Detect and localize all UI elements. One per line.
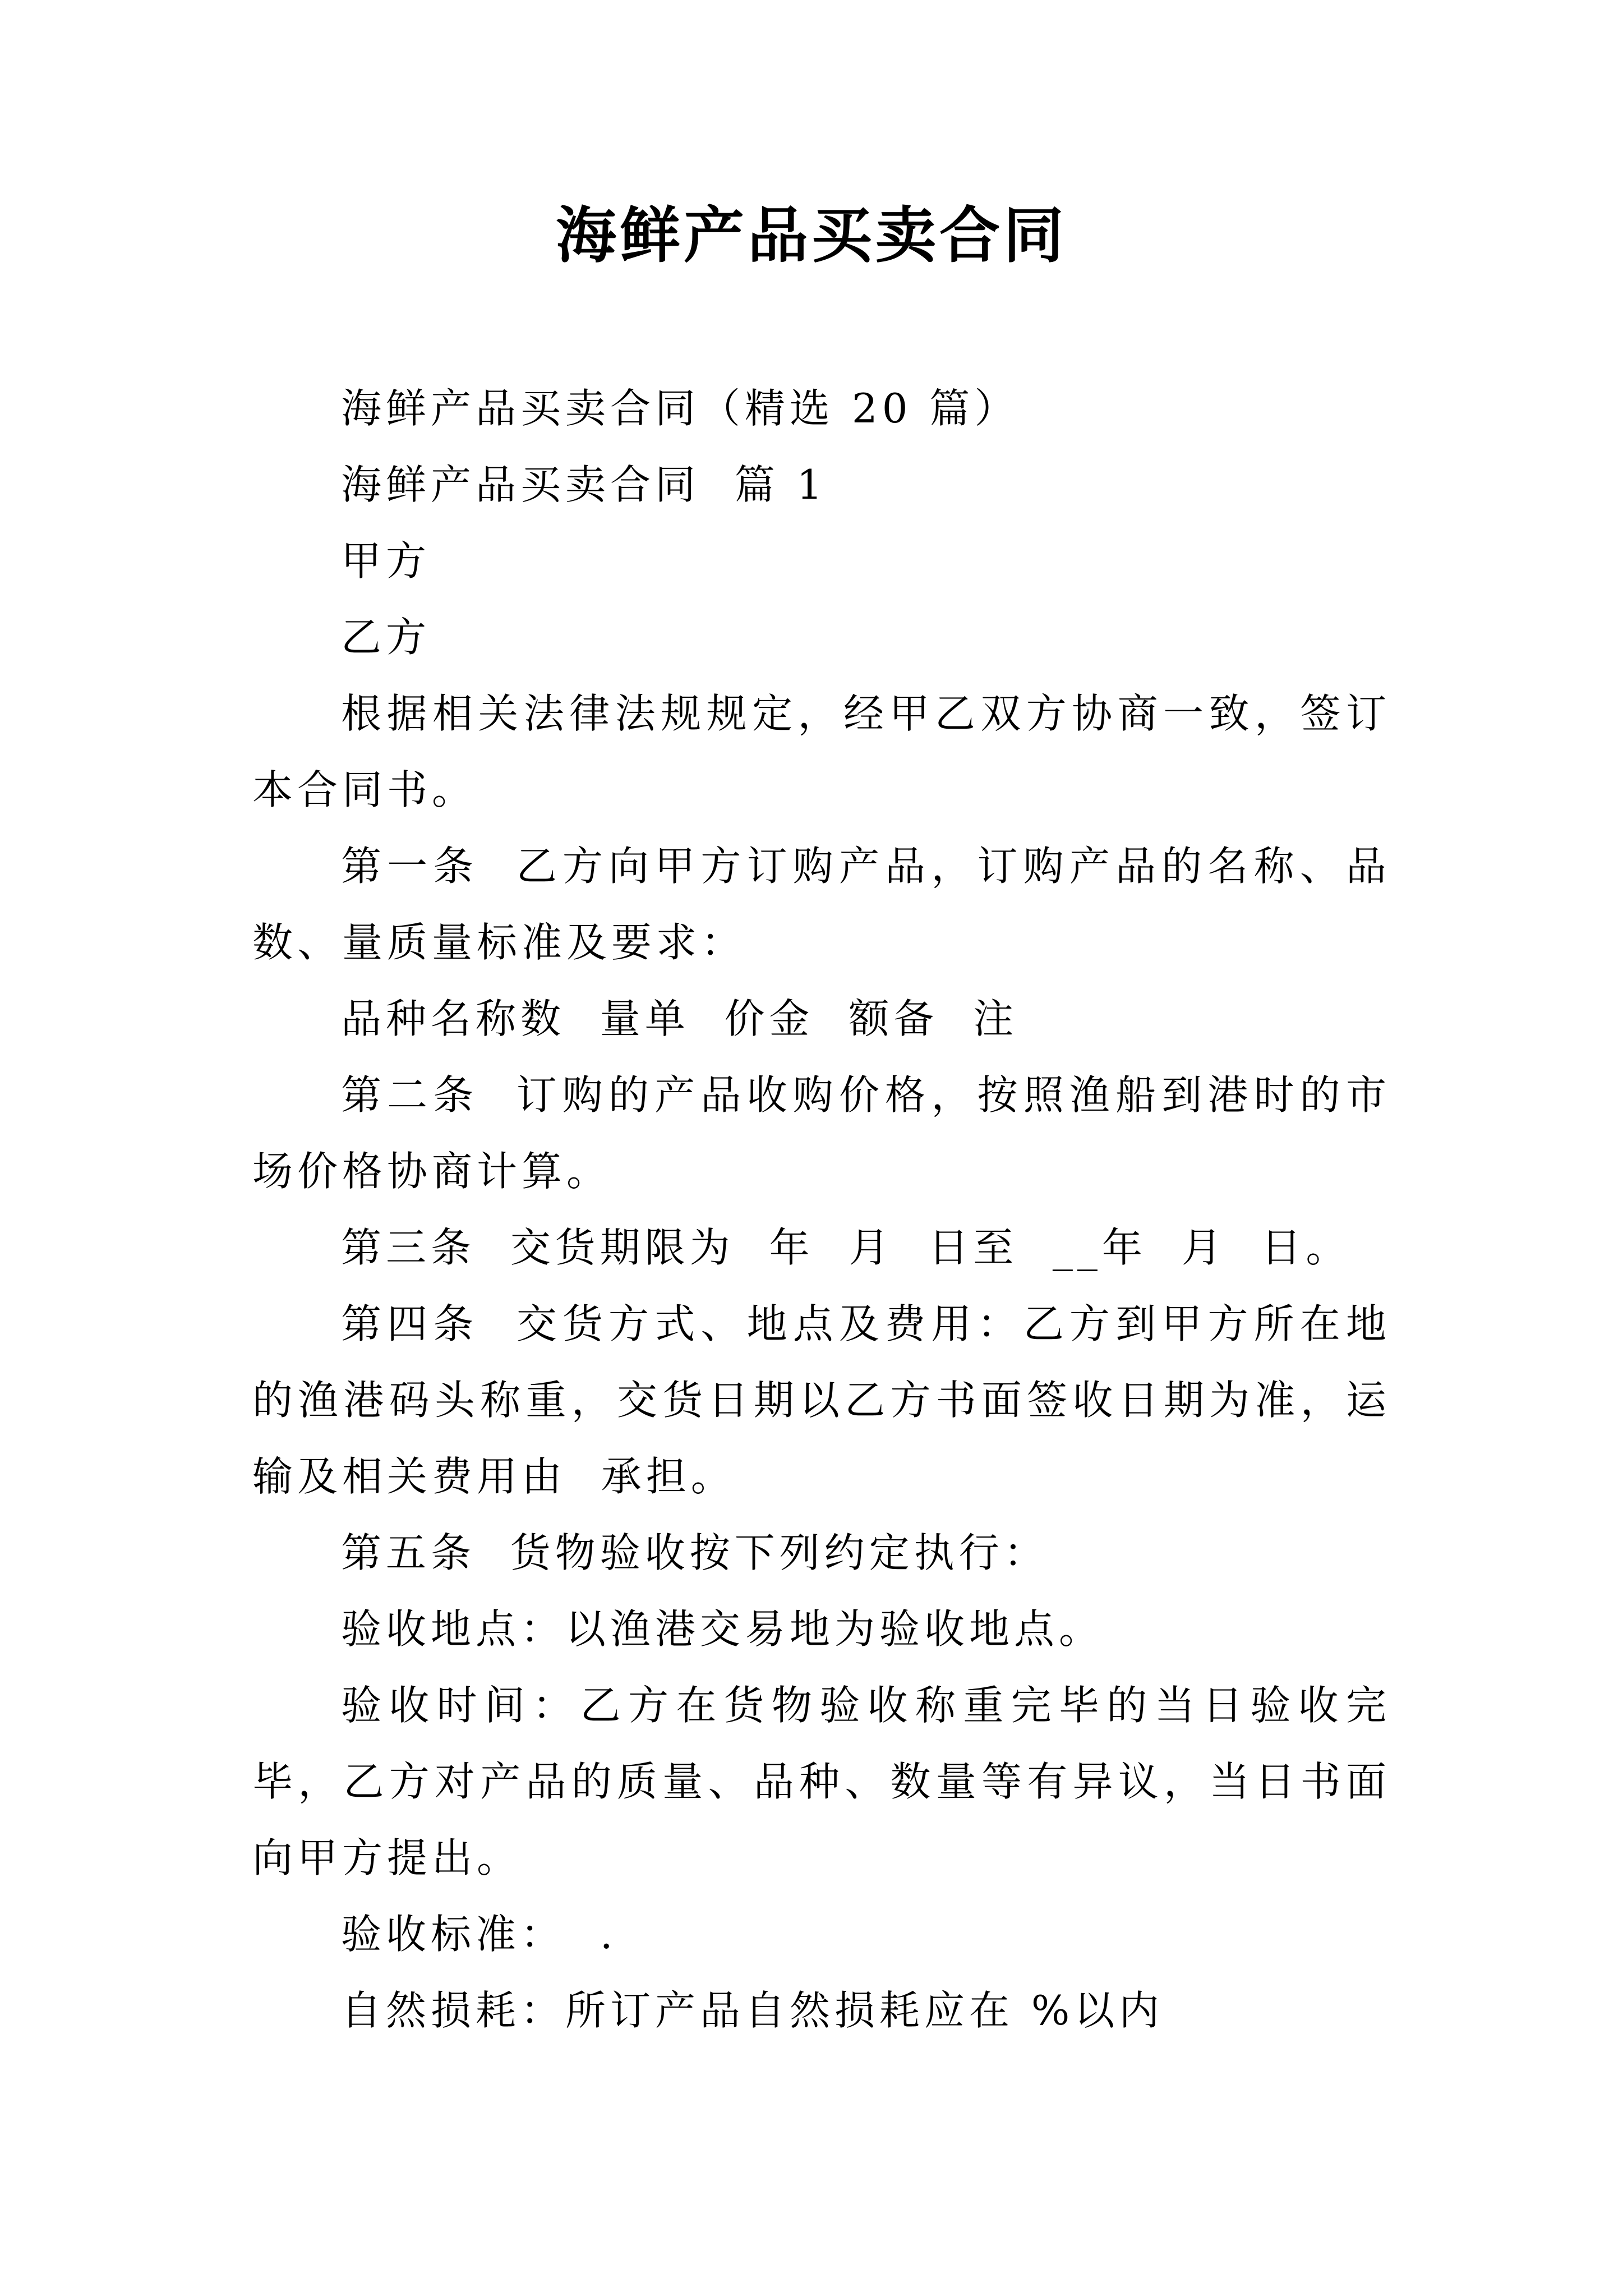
natural-loss: 自然损耗：所订产品自然损耗应在 %以内 (341, 1987, 1164, 2034)
article-3: 第三条 交货期限为 年 月 日至 __年 月 日。 (341, 1224, 1351, 1271)
inspection-location: 验收地点：以渔港交易地为验收地点。 (341, 1605, 1104, 1653)
inspection-time: 验收时间：乙方在货物验收称重完毕的当日验收完毕，乙方对产品的质量、品种、数量等有异议，当日书面向甲方提出。 (252, 1682, 1391, 1881)
product-table-header: 品种名称数 量单 价金 额备 注 (341, 995, 1018, 1042)
article-2: 第二条 订购的产品收购价格，按照渔船到港时的市场价格协商计算。 (252, 1071, 1391, 1195)
section-heading: 海鲜产品买卖合同 篇 1 (341, 461, 827, 508)
article-5: 第五条 货物验收按下列约定执行： (341, 1529, 1049, 1576)
inspection-standard: 验收标准： . (341, 1911, 617, 1958)
party-a-label: 甲方 (341, 537, 431, 585)
article-1: 第一条 乙方向甲方订购产品，订购产品的名称、品数、量质量标准及要求： (252, 843, 1391, 966)
document-title: 海鲜产品买卖合同 (555, 200, 1067, 271)
party-b-label: 乙方 (341, 614, 431, 661)
collection-heading: 海鲜产品买卖合同（精选 20 篇） (341, 385, 1020, 432)
document-body (252, 370, 1391, 2049)
preamble-paragraph: 根据相关法律法规规定，经甲乙双方协商一致，签订本合同书。 (252, 690, 1391, 813)
article-4: 第四条 交货方式、地点及费用：乙方到甲方所在地的渔港码头称重，交货日期以乙方书面签收日期为准，运输及相关费用由 承担。 (252, 1300, 1391, 1500)
